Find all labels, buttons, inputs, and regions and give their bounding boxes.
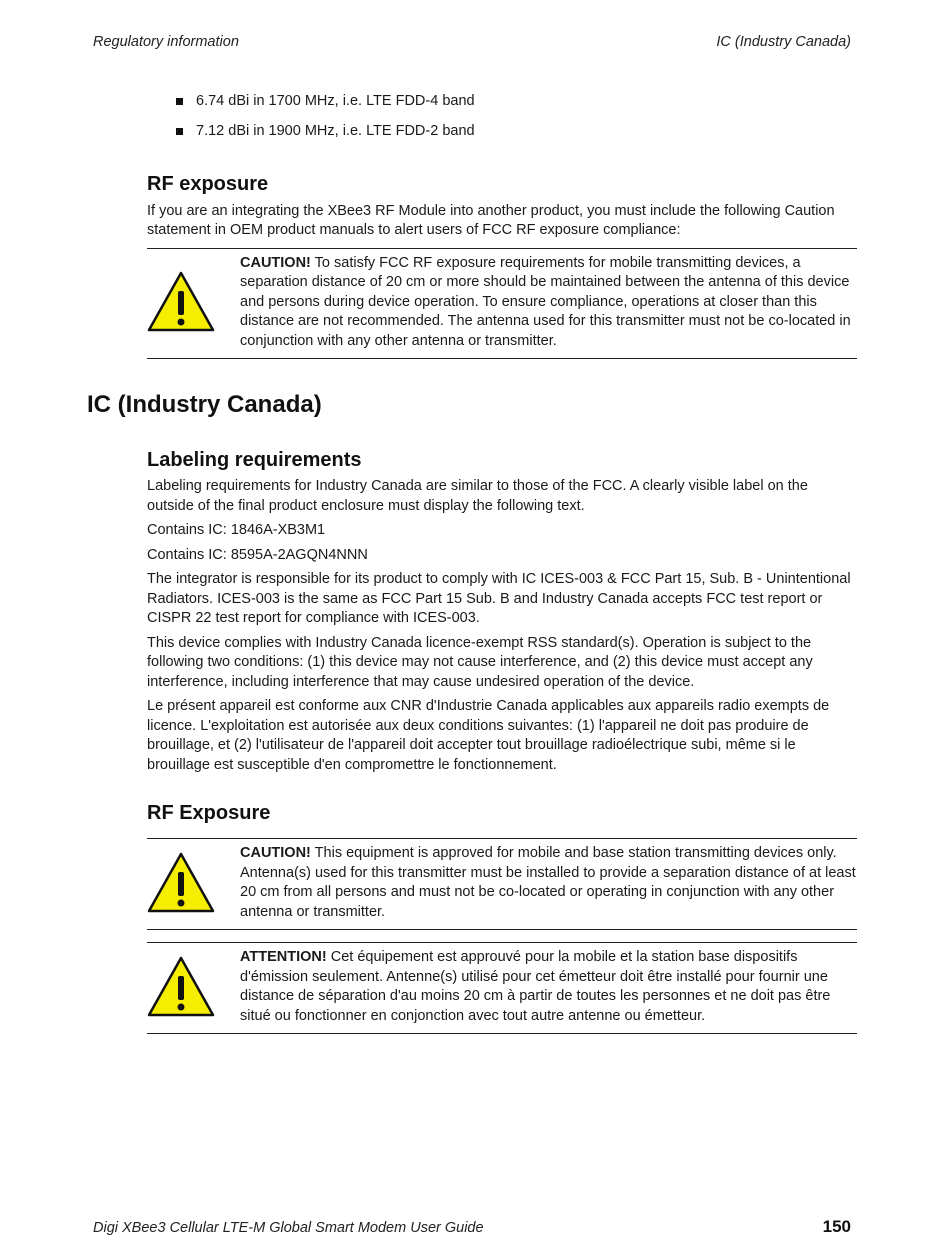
bullet-square-icon xyxy=(176,128,183,135)
list-item-text: 6.74 dBi in 1700 MHz, i.e. LTE FDD-4 band xyxy=(196,93,475,109)
antenna-gain-list xyxy=(147,92,857,142)
warning-triangle-icon xyxy=(147,852,215,914)
paragraph: Le présent appareil est conforme aux CNR d'Industrie Canada applicables aux appareils radio exempts de licence. L'exploitation est autorisée aux deux conditions suivantes: (1) l'appareil ne doit pas produire de brouillage, et (2) l'utilisateur de l'appareil doit accepter tout brouillage radioélectrique subi, même si le brouillage est susceptible d'en compromettre le fonctionnement. xyxy=(147,698,830,773)
caution-label: CAUTION! xyxy=(240,254,311,271)
paragraph: This device complies with Industry Canada licence-exempt RSS standard(s). Operation is subject to the following two conditions: (1) this device may not cause interference, and (2) this device must accept any interference, including interference that may cause undesired operation of the device. xyxy=(147,634,813,690)
warning-triangle-icon xyxy=(147,271,215,333)
ic-caution-note xyxy=(147,838,857,930)
bullet-square-icon xyxy=(176,98,183,105)
attention-label: ATTENTION! xyxy=(240,949,327,965)
header-section-title: Regulatory information xyxy=(93,34,239,50)
list-item xyxy=(147,92,857,112)
rf-exposure-heading: RF exposure xyxy=(147,172,269,195)
paragraph: Contains IC: 8595A-2AGQN4NNN xyxy=(147,546,368,563)
running-header xyxy=(93,34,851,50)
fcc-caution-note xyxy=(147,248,857,360)
page-content xyxy=(87,92,857,1034)
ic-attention-note xyxy=(147,942,857,1034)
attention-text-block xyxy=(240,948,857,1026)
page-number: 150 xyxy=(822,1217,851,1236)
labeling-body xyxy=(147,477,857,775)
paragraph: The integrator is responsible for its product to comply with IC ICES-003 & FCC Part 15, Sub. B - Unintentional Radiators. ICES-003 is the same as FCC Part 15 Sub. B and Industry Canada accepts FCC test report or CISPR 22 test report for compliance with ICES-003. xyxy=(147,571,851,626)
warning-triangle-icon xyxy=(147,956,215,1018)
labeling-requirements-heading: Labeling requirements xyxy=(147,449,362,471)
caution-text-block xyxy=(240,254,857,352)
rf-exposure-intro: If you are an integrating the XBee3 RF Module into another product, you must include the following Caution statement in OEM product manuals to alert users of FCC RF exposure compliance: xyxy=(147,202,835,238)
caution-body: To satisfy FCC RF exposure requirements for mobile transmitting devices, a separation distance of 20 cm or more should be maintained between the antenna of this device and persons during device operation. To ensure compliance, operations at closer than this distance are not recommended. The antenna used for this transmitter must not be co-located in conjunction with any other antenna or transmitter. xyxy=(240,254,851,349)
caution-label: CAUTION! xyxy=(240,845,311,861)
page-footer xyxy=(93,1217,851,1237)
header-topic-title: IC (Industry Canada) xyxy=(716,34,851,50)
ic-rf-exposure-heading: RF Exposure xyxy=(147,802,271,824)
paragraph: Labeling requirements for Industry Canada are similar to those of the FCC. A clearly visible label on the outside of the final product enclosure must display the following text. xyxy=(147,478,808,514)
list-item-text: 7.12 dBi in 1900 MHz, i.e. LTE FDD-2 band xyxy=(196,123,475,139)
caution-body: This equipment is approved for mobile and base station transmitting devices only. Antenna(s) used for this transmitter must be installed to provide a separation distance of at least 20 cm from all persons and must not be co-located or operating in conjunction with any other antenna or transmitter. xyxy=(240,845,856,920)
attention-body: Cet équipement est approuvé pour la mobile et la station base dispositifs d'émission seulement. Antenne(s) utilisé pour cet émetteur doit être installé pour fournir une distance de séparation d'au moins 20 cm à partir de toutes les personnes et ne doit pas être situé ou fonctionner en conjonction avec tout autre antenne ou émetteur. xyxy=(240,949,831,1024)
caution-text-block xyxy=(240,844,857,922)
paragraph: Contains IC: 1846A-XB3M1 xyxy=(147,522,326,538)
footer-title: Digi XBee3 Cellular LTE-M Global Smart Modem User Guide xyxy=(93,1220,484,1236)
ic-heading: IC (Industry Canada) xyxy=(87,391,322,418)
list-item xyxy=(147,122,857,142)
